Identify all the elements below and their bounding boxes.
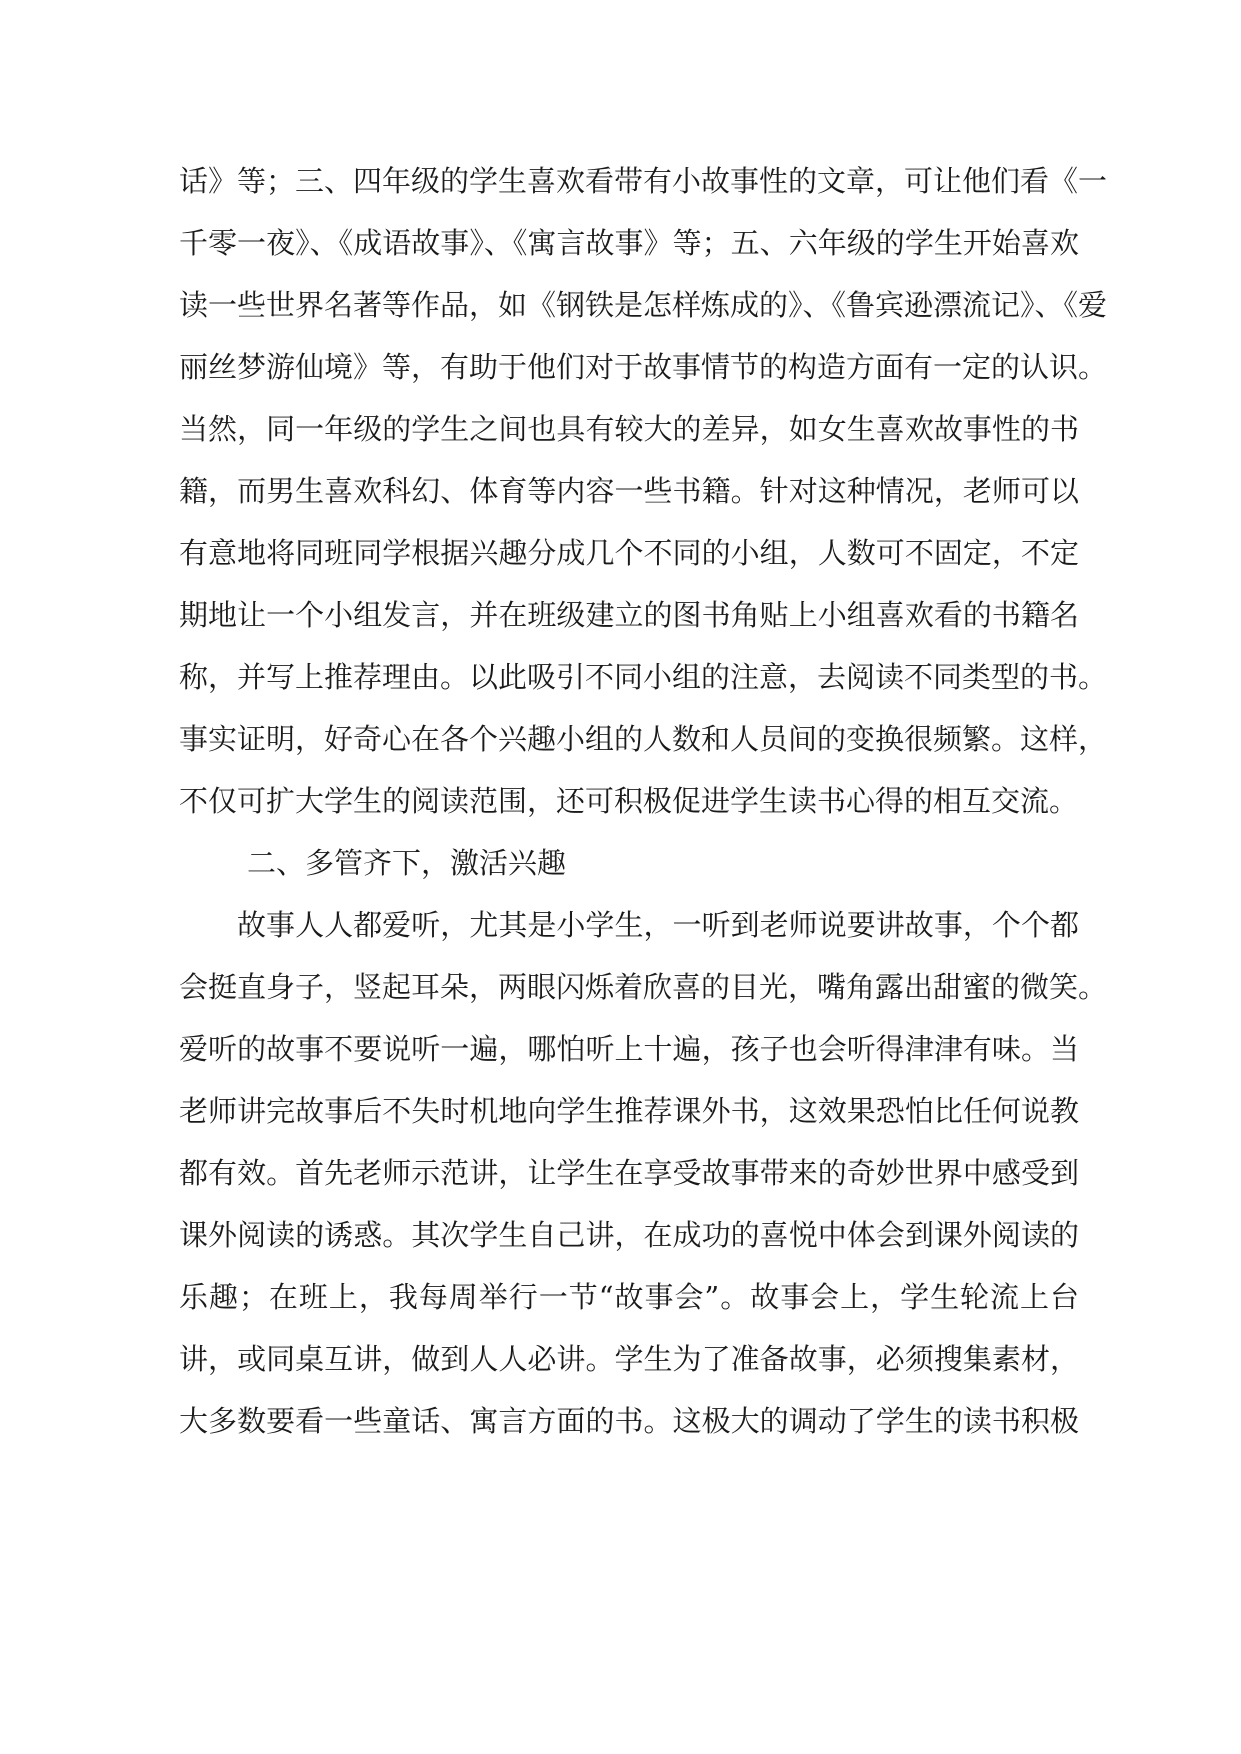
text-line: 爱听的故事不要说听一遍，哪怕听上十遍，孩子也会听得津津有味。当 bbox=[179, 1032, 1079, 1066]
text-line: 读一些世界名著等作品，如《钢铁是怎样炼成的》、《鲁宾逊漂流记》、《爱 bbox=[179, 288, 1108, 322]
text-line: 称，并写上推荐理由。以此吸引不同小组的注意，去阅读不同类型的书。 bbox=[179, 660, 1108, 694]
body-text bbox=[179, 150, 1108, 1452]
text-line: 老师讲完故事后不失时机地向学生推荐课外书，这效果恐怕比任何说教 bbox=[179, 1094, 1079, 1128]
text-line: 丽丝梦游仙境》等，有助于他们对于故事情节的构造方面有一定的认识。 bbox=[179, 350, 1108, 384]
text-line: 籍，而男生喜欢科幻、体育等内容一些书籍。针对这种情况，老师可以 bbox=[179, 474, 1079, 508]
paragraph-first-line: 故事人人都爱听，尤其是小学生，一听到老师说要讲故事，个个都 bbox=[237, 908, 1079, 942]
text-line: 乐趣；在班上，我每周举行一节“故事会”。故事会上，学生轮流上台 bbox=[179, 1280, 1079, 1314]
section-heading: 二、多管齐下，激活兴趣 bbox=[247, 846, 567, 880]
text-line: 都有效。首先老师示范讲，让学生在享受故事带来的奇妙世界中感受到 bbox=[179, 1156, 1079, 1190]
text-line: 话》等；三、四年级的学生喜欢看带有小故事性的文章，可让他们看《一 bbox=[179, 164, 1108, 198]
text-line: 事实证明，好奇心在各个兴趣小组的人数和人员间的变换很频繁。这样， bbox=[179, 722, 1108, 756]
text-line: 会挺直身子，竖起耳朵，两眼闪烁着欣喜的目光，嘴角露出甜蜜的微笑。 bbox=[179, 970, 1108, 1004]
text-line: 期地让一个小组发言，并在班级建立的图书角贴上小组喜欢看的书籍名 bbox=[179, 598, 1079, 632]
text-line: 千零一夜》、《成语故事》、《寓言故事》等；五、六年级的学生开始喜欢 bbox=[179, 226, 1079, 260]
text-line: 当然，同一年级的学生之间也具有较大的差异，如女生喜欢故事性的书 bbox=[179, 412, 1079, 446]
text-line: 大多数要看一些童话、寓言方面的书。这极大的调动了学生的读书积极 bbox=[179, 1404, 1079, 1438]
text-line: 课外阅读的诱惑。其次学生自己讲，在成功的喜悦中体会到课外阅读的 bbox=[179, 1218, 1079, 1252]
text-line: 讲，或同桌互讲，做到人人必讲。学生为了准备故事，必须搜集素材， bbox=[179, 1342, 1079, 1376]
text-line: 不仅可扩大学生的阅读范围，还可积极促进学生读书心得的相互交流。 bbox=[179, 784, 1079, 818]
text-line: 有意地将同班同学根据兴趣分成几个不同的小组，人数可不固定，不定 bbox=[179, 536, 1079, 570]
